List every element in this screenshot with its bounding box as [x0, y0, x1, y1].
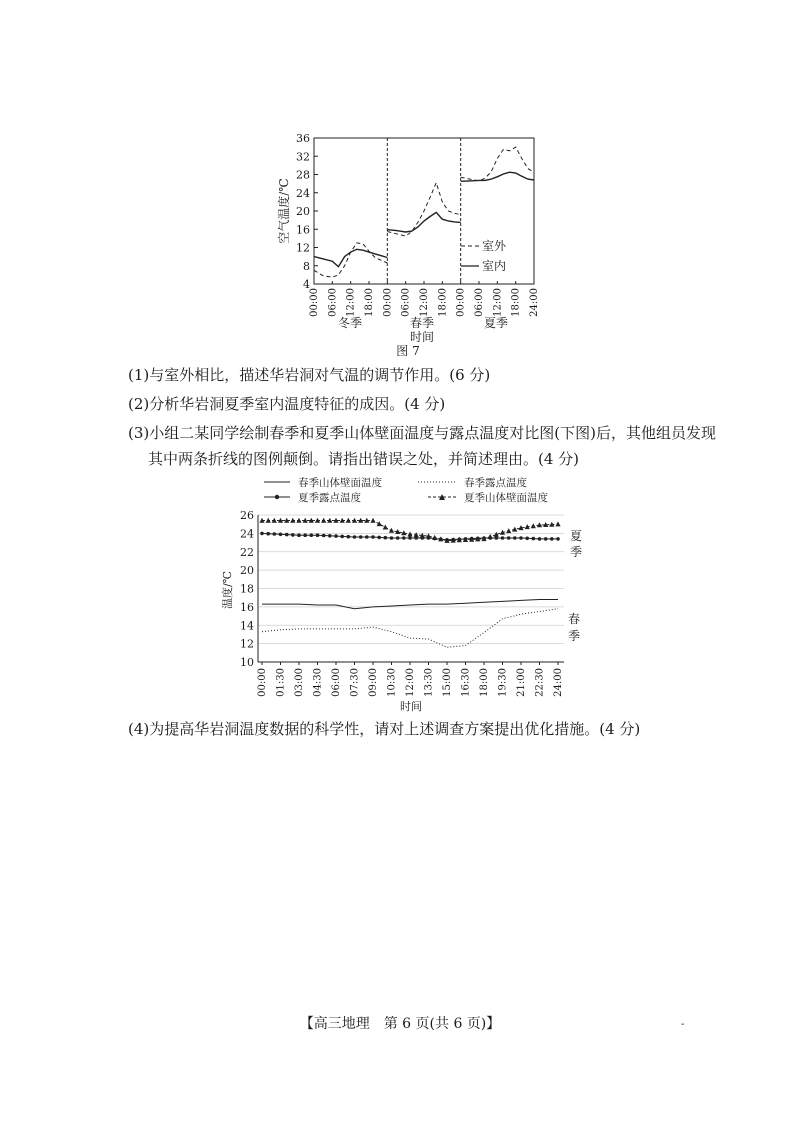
- figure-7-x-tick-label: 24:00: [529, 288, 540, 317]
- comparison-x-tick-label: 03:00: [294, 668, 305, 697]
- figure-7-season-summer: 夏季: [483, 316, 509, 330]
- summer-dewpoint-point: [303, 533, 307, 537]
- figure-7-x-tick-label: 00:00: [455, 288, 467, 317]
- figure-7-y-tick-label: 20: [296, 205, 310, 218]
- figure-7-x-tick-label: 06:00: [474, 288, 485, 317]
- figure-7-season-spring: 春季: [409, 316, 435, 330]
- figure-7-x-tick-label: 12:00: [492, 288, 504, 317]
- summer-wall-point: [370, 518, 375, 523]
- comparison-x-tick-label: 13:30: [423, 668, 435, 697]
- summer-wall-point: [488, 534, 493, 539]
- figure-7-indoor-line: [314, 249, 387, 266]
- summer-wall-point: [266, 518, 271, 523]
- season-label-summer-1: 夏: [570, 529, 583, 543]
- summer-dewpoint-point: [384, 536, 388, 540]
- summer-dewpoint-point: [544, 537, 548, 541]
- figure-7-x-tick-label: 18:00: [364, 288, 375, 317]
- figure-7-x-tick-label: 18:00: [510, 288, 522, 317]
- summer-dewpoint-point: [532, 537, 536, 541]
- figure-7-y-tick-label: 12: [296, 241, 310, 255]
- figure-7-x-tick-label: 00:00: [309, 288, 320, 317]
- comparison-x-tick-label: 06:00: [331, 668, 342, 697]
- comparison-x-tick-label: 09:00: [368, 668, 379, 697]
- figure-7-y-tick-label: 28: [296, 168, 310, 182]
- summer-dewpoint-point: [297, 533, 301, 537]
- summer-dewpoint-point: [377, 536, 381, 540]
- question-3-line-1: (3)小组二某同学绘制春季和夏季山体壁面温度与露点温度对比图(下图)后，其他组员发现: [128, 424, 716, 442]
- summer-wall-point: [506, 528, 511, 533]
- comparison-x-axis-title: 时间: [400, 700, 422, 713]
- comparison-y-tick-label: 12: [240, 637, 254, 651]
- comparison-y-axis-label: 温度/℃: [221, 570, 234, 610]
- legend-spring-wall: 春季山体壁面温度: [298, 477, 382, 489]
- legend-summer-dewpoint: 夏季露点温度: [298, 492, 361, 504]
- season-label-summer-2: 季: [570, 545, 583, 559]
- legend-spring-dewpoint: 春季露点温度: [464, 477, 527, 489]
- spring-dewpoint-line: [262, 609, 558, 648]
- spring-wall-line: [262, 600, 558, 609]
- figure-7-y-tick-label: 32: [296, 150, 310, 164]
- summer-dewpoint-point: [550, 537, 554, 541]
- figure-7-x-tick-label: 06:00: [400, 288, 412, 317]
- summer-dewpoint-point: [408, 536, 412, 540]
- figure-7-outdoor-line: [461, 147, 534, 181]
- summer-dewpoint-point: [513, 536, 517, 540]
- figure-7-season-winter: 冬季: [337, 316, 363, 330]
- figure-7-air-temperature-chart: [270, 128, 550, 358]
- question-1: (1)与室外相比，描述华岩洞对气温的调节作用。(6 分): [128, 366, 491, 384]
- figure-7-indoor-line: [387, 212, 460, 232]
- figure-7-y-tick-label: 8: [303, 259, 310, 273]
- figure-7-caption: 图 7: [396, 344, 420, 358]
- comparison-y-tick-label: 24: [240, 527, 254, 541]
- figure-7-indoor-line: [461, 172, 534, 181]
- comparison-x-tick-label: 22:30: [534, 668, 546, 697]
- comparison-y-tick-label: 26: [240, 509, 254, 522]
- page-mark: -: [681, 1019, 685, 1030]
- summer-wall-point: [512, 527, 517, 532]
- figure-7-x-tick-label: 00:00: [382, 288, 394, 317]
- figure-7-x-tick-label: 06:00: [327, 288, 339, 317]
- summer-dewpoint-point: [501, 536, 505, 540]
- figure-7-x-tick-label: 12:00: [419, 288, 430, 317]
- summer-dewpoint-point: [371, 535, 375, 539]
- summer-dewpoint-point: [556, 537, 560, 541]
- summer-wall-point: [346, 518, 351, 523]
- wall-dewpoint-temperature-chart: [220, 470, 600, 720]
- figure-7-legend-indoor: 室内: [482, 259, 507, 273]
- summer-wall-point: [377, 521, 382, 526]
- figure-7-legend: [461, 238, 507, 273]
- comparison-y-tick-label: 14: [240, 619, 254, 633]
- summer-dewpoint-point: [328, 534, 332, 538]
- comparison-y-tick-label: 16: [240, 600, 254, 614]
- comparison-chart-legend: [264, 476, 548, 504]
- summer-dewpoint-point: [260, 532, 264, 536]
- summer-wall-point: [321, 518, 326, 523]
- figure-7-x-tick-label: 18:00: [437, 288, 449, 317]
- comparison-x-tick-label: 00:00: [257, 668, 268, 697]
- page-footer: 【高三地理 第 6 页(共 6 页)】: [299, 1016, 501, 1032]
- summer-wall-point: [537, 522, 542, 527]
- summer-dewpoint-point: [291, 533, 295, 537]
- comparison-x-tick-label: 01:30: [275, 668, 287, 697]
- comparison-x-tick-label: 24:00: [553, 668, 564, 697]
- summer-dewpoint-point: [402, 536, 406, 540]
- summer-dewpoint-point: [390, 536, 394, 540]
- question-2: (2)分析华岩洞夏季室内温度特征的成因。(4 分): [128, 395, 446, 413]
- comparison-x-tick-label: 15:00: [442, 668, 453, 697]
- summer-dewpoint-point: [279, 533, 283, 537]
- summer-dewpoint-point: [507, 536, 511, 540]
- comparison-x-tick-label: 16:30: [460, 668, 472, 697]
- figure-7-outdoor-line: [387, 183, 460, 236]
- comparison-x-tick-label: 12:00: [405, 668, 416, 697]
- figure-7-x-axis-title: 时间: [409, 330, 435, 344]
- comparison-y-tick-label: 22: [240, 545, 254, 559]
- summer-wall-point: [432, 535, 437, 540]
- season-label-spring-2: 季: [568, 629, 581, 643]
- comparison-x-tick-label: 10:30: [386, 668, 398, 697]
- comparison-x-tick-label: 04:30: [312, 668, 324, 697]
- summer-dewpoint-point: [525, 537, 529, 541]
- comparison-x-tick-label: 07:30: [349, 668, 361, 697]
- summer-dewpoint-point: [273, 532, 277, 536]
- summer-wall-point: [531, 523, 536, 528]
- summer-dewpoint-point: [396, 536, 400, 540]
- figure-7-y-tick-label: 24: [296, 186, 310, 200]
- season-label-spring-1: 春: [568, 612, 581, 626]
- summer-dewpoint-point: [316, 533, 320, 537]
- summer-wall-point: [389, 528, 394, 533]
- comparison-x-tick-label: 18:00: [479, 668, 490, 697]
- question-4: (4)为提高华岩洞温度数据的科学性，请对上述调查方案提出优化措施。(4 分): [128, 720, 641, 738]
- summer-dewpoint-point: [334, 534, 338, 538]
- summer-dewpoint-point: [359, 535, 363, 539]
- legend-summer-wall: 夏季山体壁面温度: [464, 492, 548, 504]
- comparison-y-tick-label: 20: [240, 564, 254, 578]
- summer-dewpoint-point: [365, 535, 369, 539]
- summer-wall-point: [555, 521, 560, 526]
- summer-dewpoint-point: [285, 533, 289, 537]
- summer-dewpoint-point: [266, 532, 270, 536]
- figure-7-y-axis-label: 空气温度/℃: [277, 178, 291, 244]
- figure-7-x-tick-label: 12:00: [345, 288, 357, 317]
- question-3-line-2: 其中两条折线的图例颠倒。请指出错误之处，并简述理由。(4 分): [148, 450, 580, 468]
- figure-7-y-tick-label: 36: [296, 132, 310, 145]
- comparison-x-tick-label: 19:30: [497, 668, 509, 697]
- summer-wall-point: [383, 525, 388, 530]
- comparison-y-tick-label: 10: [240, 656, 254, 669]
- comparison-y-tick-label: 18: [240, 582, 254, 596]
- summer-dewpoint-point: [322, 534, 326, 538]
- summer-dewpoint-point: [340, 535, 344, 539]
- summer-dewpoint-point: [310, 533, 314, 537]
- summer-dewpoint-point: [519, 536, 523, 540]
- figure-7-y-tick-label: 4: [303, 278, 310, 291]
- summer-dewpoint-point: [538, 537, 542, 541]
- comparison-x-tick-label: 21:00: [516, 668, 527, 697]
- figure-7-y-tick-label: 16: [296, 223, 310, 237]
- summer-dewpoint-point: [347, 535, 351, 539]
- figure-7-legend-outdoor: 室外: [482, 239, 507, 253]
- summer-dewpoint-point: [353, 535, 357, 539]
